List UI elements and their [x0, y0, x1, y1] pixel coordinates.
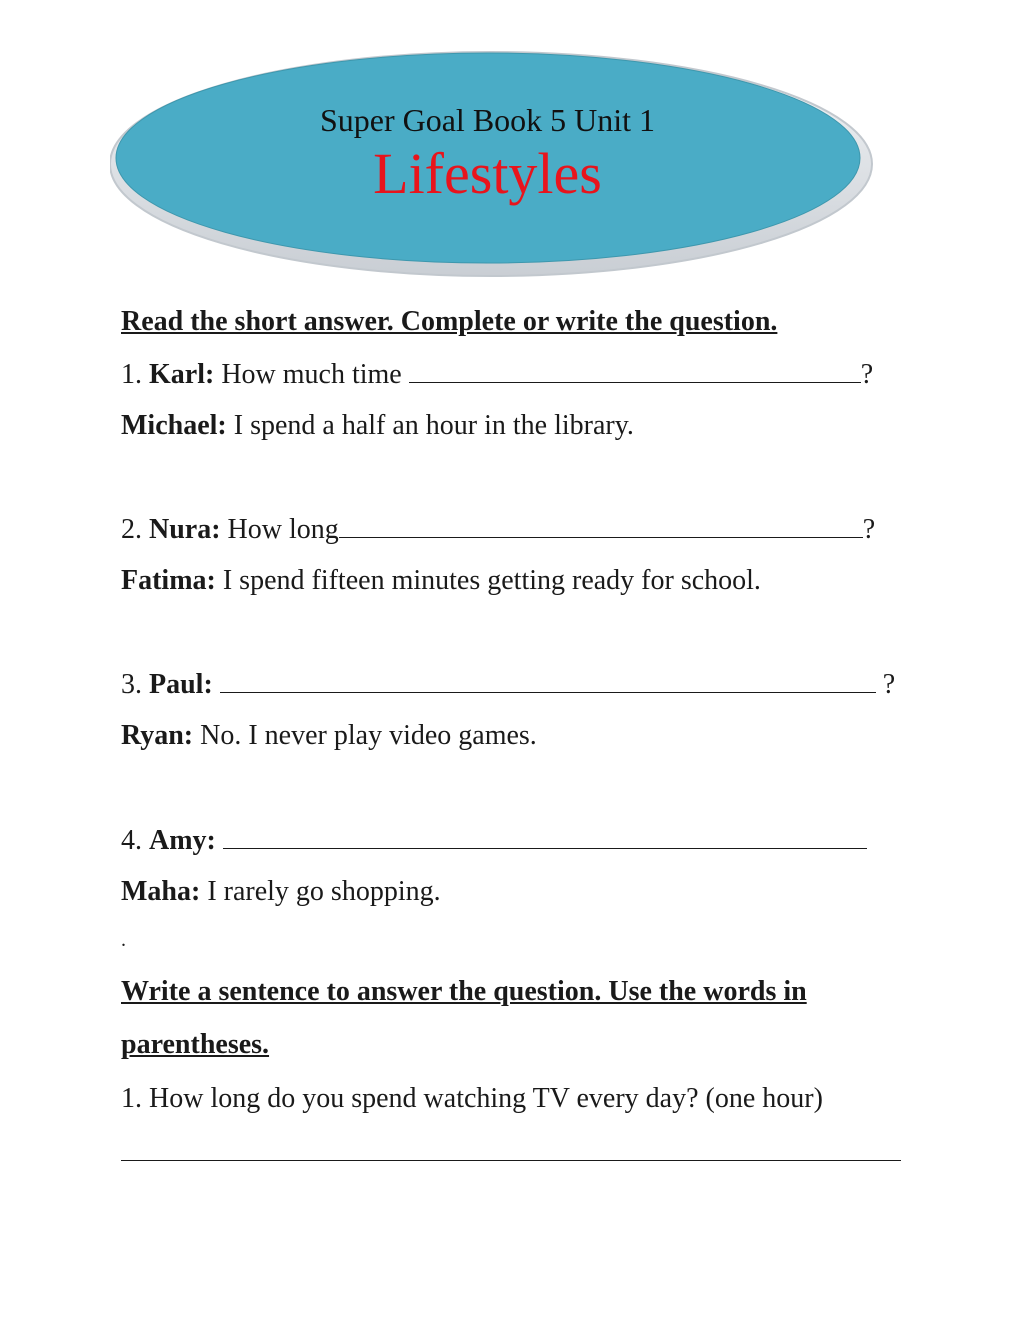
- question-number: 4.: [121, 825, 142, 856]
- question-number: 3.: [121, 669, 142, 700]
- answer-text: I spend fifteen minutes getting ready for school.: [222, 565, 761, 596]
- speaker-maha: Maha:: [121, 876, 201, 907]
- answer-text: I rarely go shopping.: [207, 876, 441, 907]
- question-mark: ?: [860, 359, 874, 390]
- speaker-ryan: Ryan:: [121, 720, 194, 751]
- question-2: [121, 513, 875, 546]
- stray-period: .: [121, 929, 126, 951]
- question-prompt: How long: [227, 514, 339, 545]
- speaker-amy: Amy:: [149, 825, 216, 856]
- question-4: [121, 824, 867, 857]
- section1-heading: Read the short answer. Complete or write the question.: [121, 306, 778, 337]
- speaker-karl: Karl:: [149, 359, 215, 390]
- banner-subtitle: Super Goal Book 5 Unit 1: [319, 102, 656, 138]
- answer-2: [121, 565, 761, 597]
- speaker-fatima: Fatima:: [121, 565, 216, 596]
- answer-text: No. I never play video games.: [200, 720, 537, 751]
- answer-4: [121, 876, 441, 908]
- speaker-michael: Michael:: [121, 410, 227, 441]
- section2-heading-line1: Write a sentence to answer the question. Use the words in: [121, 976, 807, 1007]
- answer-3: [121, 720, 537, 752]
- answer-blank-2[interactable]: [339, 513, 863, 538]
- speaker-nura: Nura:: [149, 514, 221, 545]
- answer-line-section2[interactable]: [121, 1160, 901, 1161]
- speaker-paul: Paul:: [149, 669, 213, 700]
- title-banner: [110, 44, 874, 278]
- answer-blank-4[interactable]: [223, 824, 867, 849]
- question-mark: ?: [882, 669, 896, 700]
- question-1: [121, 358, 873, 391]
- question-prompt: How much time: [221, 359, 402, 390]
- question-3: [121, 668, 895, 701]
- question-mark: ?: [862, 514, 876, 545]
- question-number: 1.: [121, 359, 142, 390]
- answer-blank-3[interactable]: [220, 668, 876, 693]
- answer-1: [121, 410, 634, 442]
- section2-question-1: 1. How long do you spend watching TV every day? (one hour): [121, 1083, 823, 1114]
- section2-heading-line2: parentheses.: [121, 1029, 270, 1060]
- answer-blank-1[interactable]: [409, 358, 861, 383]
- question-number: 2.: [121, 514, 142, 545]
- answer-text: I spend a half an hour in the library.: [233, 410, 634, 441]
- banner-title: Lifestyles: [373, 141, 602, 206]
